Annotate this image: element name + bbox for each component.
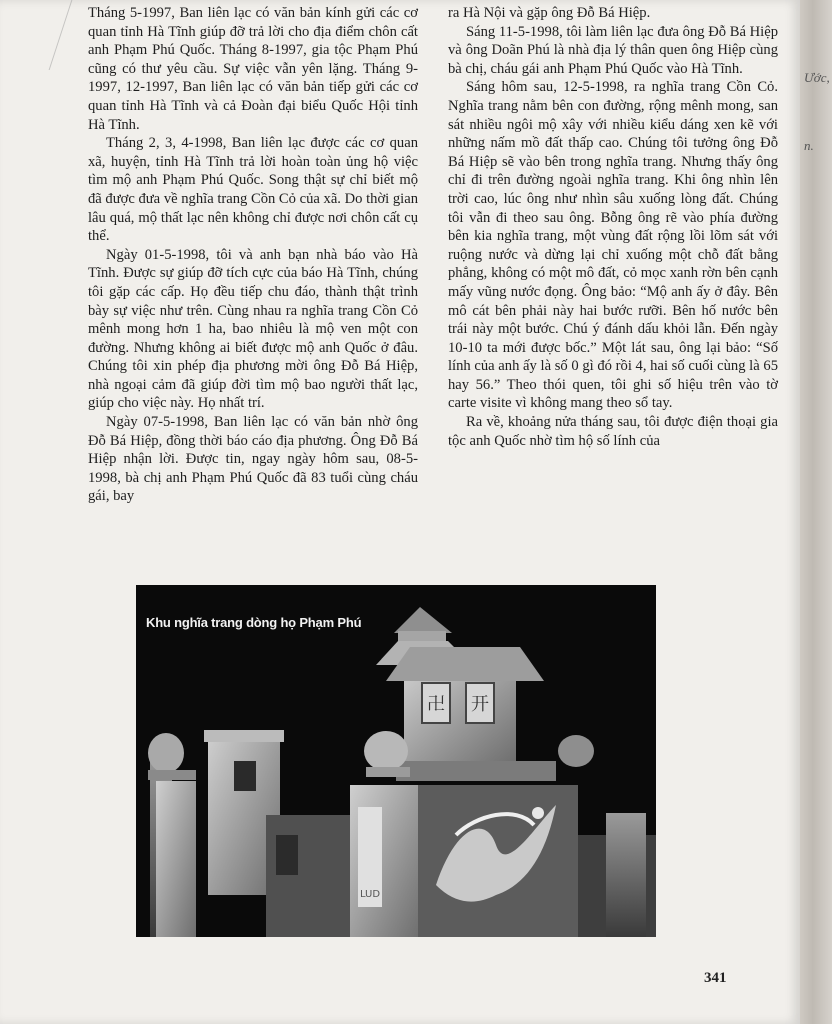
cemetery-photo-drawing [136,585,656,937]
bleed-text: Ước, [804,70,830,85]
cemetery-photo [136,585,656,937]
left-text-column [88,4,418,506]
paragraph: Ngày 01-5-1998, tôi và anh bạn nhà báo vào Hà Tĩnh. Được sự giúp đỡ tích cực của báo Hà Tĩnh, chúng tôi gặp các cấp. Họ đều tiếp chu đáo, thành thật trình bày sự việc như trên. Cùng nhau ra nghĩa trang Cồn Cỏ mênh mong hơn 1 ha, bao nhiêu là mộ ven một con đường. Nhưng không ai biết được mộ anh Quốc ở đâu. Chúng tôi xin phép địa phương mời ông Đỗ Bá Hiệp, nhà ngoại cảm đã giúp đời tìm mộ bao người thất lạc, giúp cho việc này. Họ nhất trí. [88,246,418,412]
bleed-text: n. [804,138,814,153]
adjacent-page-edge [800,0,832,1024]
paragraph: Ra về, khoảng nửa tháng sau, tôi được điện thoại gia tộc anh Quốc nhờ tìm hộ số lính của [448,414,778,449]
page-number: 341 [704,970,727,986]
paragraph: ra Hà Nội và gặp ông Đỗ Bá Hiệp. [448,5,651,21]
stele-text: LUD [359,889,381,900]
tomb-character: 开 [471,694,489,715]
paragraph: Sáng hôm sau, 12-5-1998, ra nghĩa trang Cồn Cỏ. Nghĩa trang nằm bên con đường, rộng mênh mong, san sát nhiều ngôi mộ xây với nhiều kiểu dáng xen kẽ với những nấm mồ đất thấp cao. Chúng tôi tưởng ông Đỗ Bá Hiệp sẽ vào bên trong nghĩa trang. Nhưng thấy ông chỉ đi trên đường ngoài nghĩa trang. Khi ông nhìn lên trời cao, lúc ông như nhìn sâu xuống lòng đất. Chúng tôi vẫn đi theo sau ông. Bỗng ông rẽ vào phía đường bên kia nghĩa trang, một vùng đất rộng lồi lõm sát với ruộng nước và dừng lại chỉ xuống một chỗ đất bằng phẳng, không có một mô đất, cỏ mọc xanh rờn bên cạnh mấy vũng nước đọng. Ông bảo: “Mộ anh ấy ở đây. Bên mô cát bên phải này hai bước rưỡi. Bên hố nước bên trái này một bước. Chú ý đánh dấu khỏi lẫn. Đến ngày 10-10 ta mới được bốc.” Một lát sau, ông lại bảo: “Số lính của anh ấy là số 0 gì đó rồi 4, hai số cuối cùng là 65 hay 56.” Theo thói quen, tôi ghi số hiệu trên vào tờ carte visite vì không mang theo sổ tay. [448,79,778,412]
paragraph: Tháng 5-1997, Ban liên lạc có văn bản kính gửi các cơ quan tỉnh Hà Tĩnh giúp đỡ trả lời cho địa điểm chôn cất anh Phạm Phú Quốc. Tháng 8-1997, gia tộc Phạm Phú cũng có thư yêu cầu. Sự việc vẫn yên lặng. Tháng 9-1997, 12-1997, Ban liên lạc có văn bản tiếp gửi các cơ quan tỉnh Hà Tĩnh và cả Đoàn đại biểu Quốc Hội tỉnh Hà Tĩnh. [88,5,418,133]
photo-caption: Khu nghĩa trang dòng họ Phạm Phú [146,615,362,630]
paragraph: Ngày 07-5-1998, Ban liên lạc có văn bản nhờ ông Đỗ Bá Hiệp, đồng thời báo cáo địa phương. Ông Đỗ Bá Hiệp nhận lời. Được tin, ngay ngày hôm sau, 08-5-1998, bà chị anh Phạm Phú Quốc đã 83 tuổi cùng cháu gái, bay [88,414,418,505]
right-text-column [448,4,778,450]
paragraph: Sáng 11-5-1998, tôi làm liên lạc đưa ông Đỗ Bá Hiệp và ông Doãn Phú là nhà địa lý thân quen ông Hiệp cùng bà chị, cháu gái anh Phạm Phú Quốc vào Hà Tĩnh. [448,23,778,77]
tomb-character: 卍 [427,694,445,715]
paragraph: Tháng 2, 3, 4-1998, Ban liên lạc được các cơ quan xã, huyện, tỉnh Hà Tĩnh trả lời hoàn toàn ủng hộ việc tìm mộ anh Phạm Phú Quốc. Song thật sự chỉ biết mộ đã được đưa về nghĩa trang Cồn Cỏ của xã. Do thời gian lâu quá, mộ thất lạc nên không chỉ được nơi chôn cất cụ thể. [88,135,418,245]
